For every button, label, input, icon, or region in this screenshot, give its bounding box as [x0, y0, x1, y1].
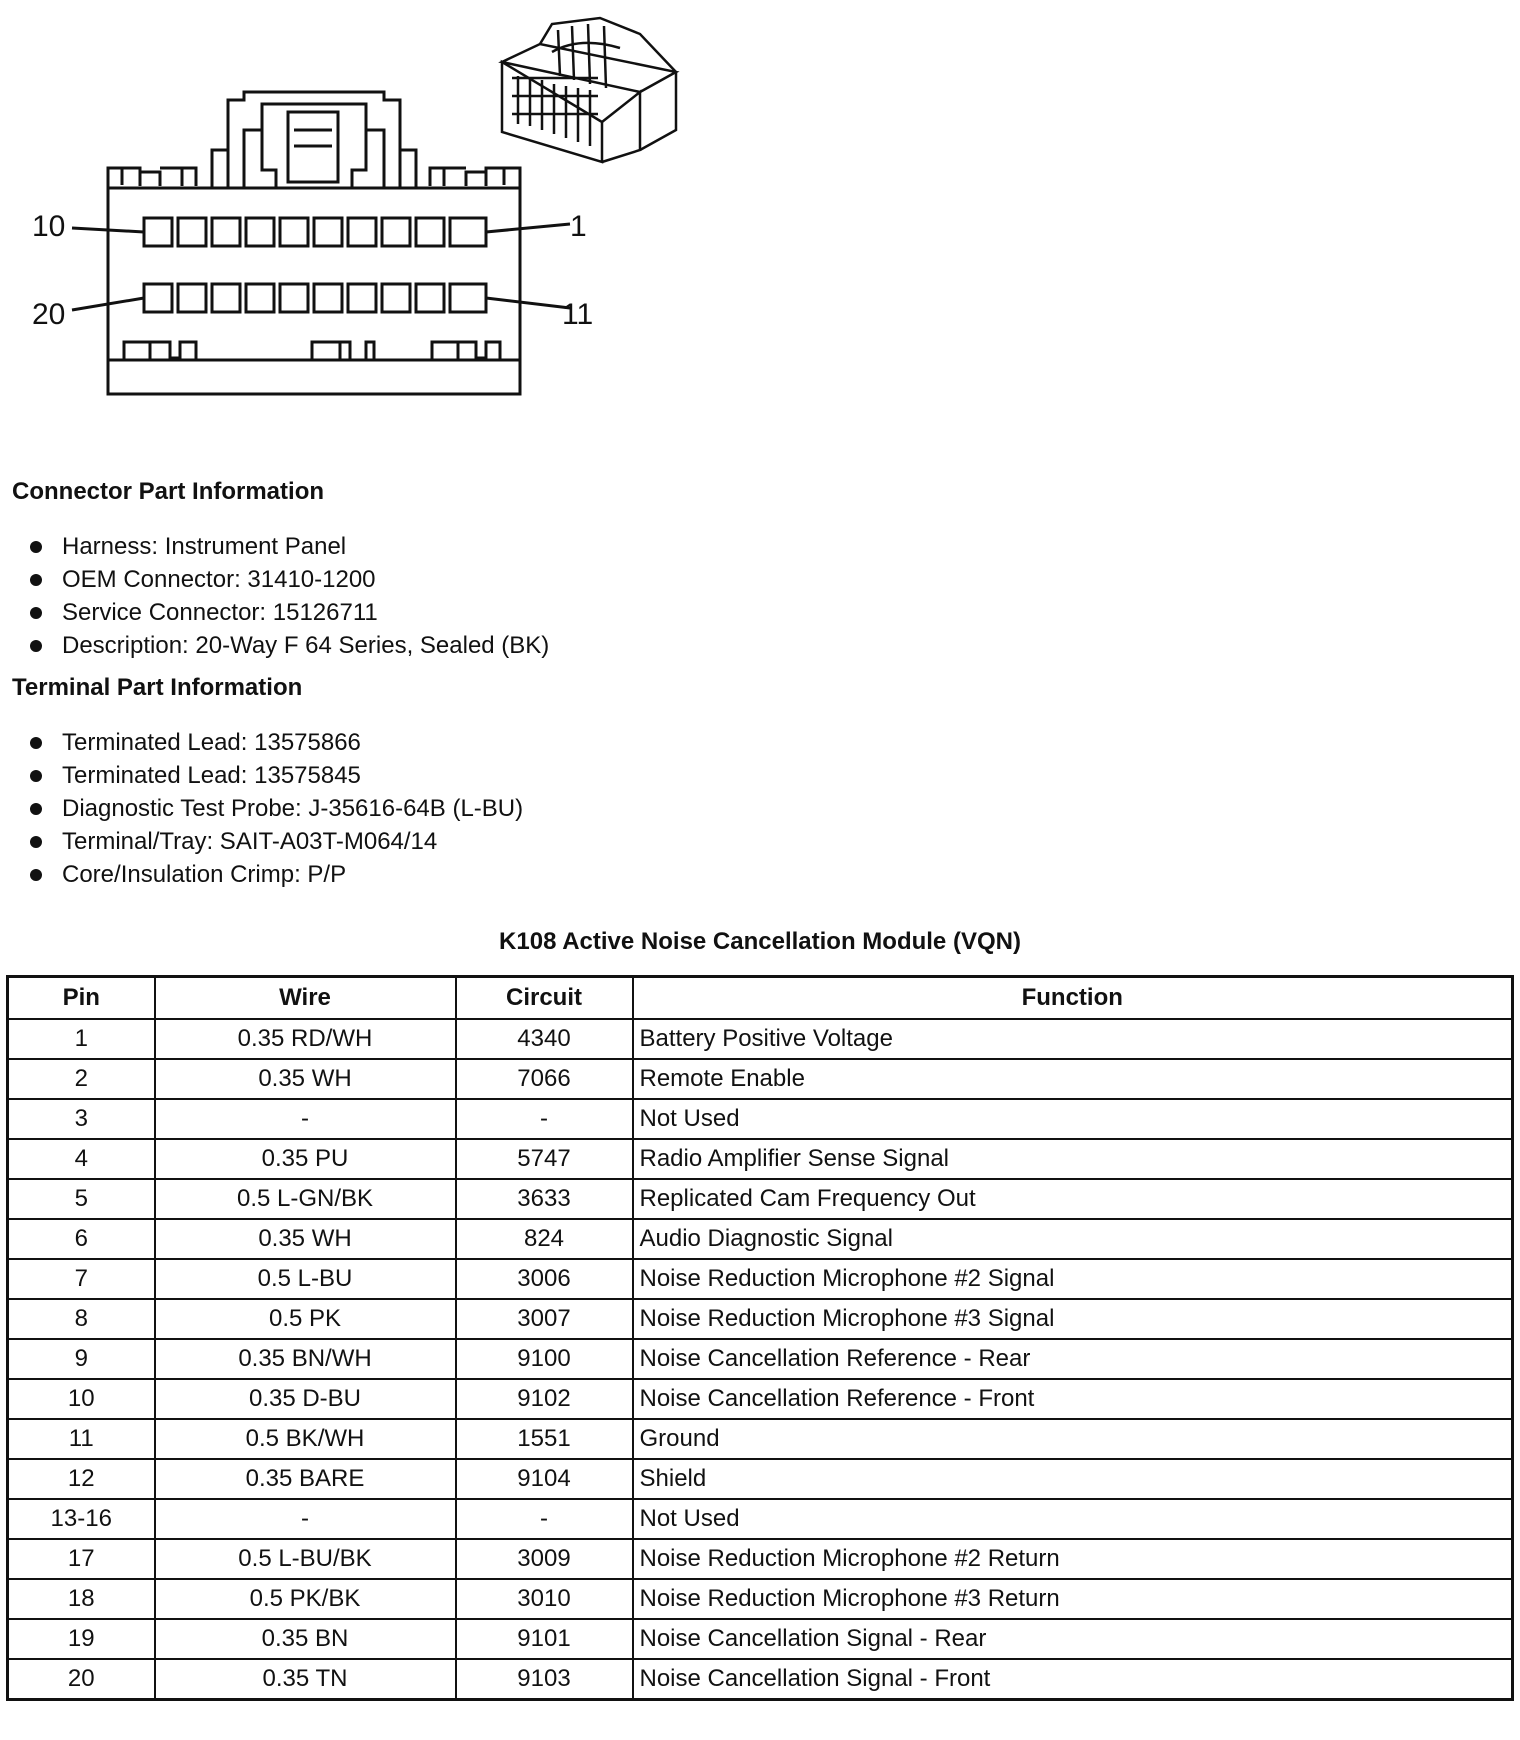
cell-wire: 0.35 BN/WH	[155, 1339, 456, 1379]
cell-wire: 0.35 PU	[155, 1139, 456, 1179]
bullet-icon	[30, 574, 42, 586]
cell-pin: 9	[8, 1339, 155, 1379]
cell-wire: 0.35 BN	[155, 1619, 456, 1659]
cell-function: Noise Cancellation Signal - Rear	[633, 1619, 1513, 1659]
cell-circuit: 9102	[456, 1379, 633, 1419]
table-row	[8, 1299, 1513, 1339]
cell-function: Radio Amplifier Sense Signal	[633, 1139, 1513, 1179]
cell-circuit: 824	[456, 1219, 633, 1259]
cell-function: Audio Diagnostic Signal	[633, 1219, 1513, 1259]
list-item: Harness: Instrument Panel	[30, 530, 549, 563]
list-item: Terminated Lead: 13575866	[30, 726, 523, 759]
cell-circuit: 3633	[456, 1179, 633, 1219]
cell-pin: 17	[8, 1539, 155, 1579]
cell-function: Noise Cancellation Reference - Rear	[633, 1339, 1513, 1379]
cell-wire: 0.35 TN	[155, 1659, 456, 1700]
cell-pin: 19	[8, 1619, 155, 1659]
cell-function: Noise Reduction Microphone #3 Signal	[633, 1299, 1513, 1339]
cell-circuit: 3010	[456, 1579, 633, 1619]
cell-wire: 0.5 BK/WH	[155, 1419, 456, 1459]
table-row	[8, 1219, 1513, 1259]
cell-pin: 5	[8, 1179, 155, 1219]
list-item: Description: 20-Way F 64 Series, Sealed (BK)	[30, 629, 549, 662]
column-header-wire: Wire	[155, 977, 456, 1020]
cell-circuit: -	[456, 1499, 633, 1539]
cell-function: Not Used	[633, 1099, 1513, 1139]
cell-function: Ground	[633, 1419, 1513, 1459]
pin-label-11: 11	[562, 298, 594, 331]
list-item: Core/Insulation Crimp: P/P	[30, 858, 523, 891]
table-row	[8, 1259, 1513, 1299]
table-row	[8, 1619, 1513, 1659]
bullet-icon	[30, 869, 42, 881]
table-row	[8, 1419, 1513, 1459]
column-header-circuit: Circuit	[456, 977, 633, 1020]
cell-function: Battery Positive Voltage	[633, 1019, 1513, 1059]
cell-circuit: -	[456, 1099, 633, 1139]
cell-function: Shield	[633, 1459, 1513, 1499]
column-header-function: Function	[633, 977, 1513, 1020]
table-row	[8, 1139, 1513, 1179]
table-row	[8, 1379, 1513, 1419]
cell-pin: 7	[8, 1259, 155, 1299]
cell-pin: 20	[8, 1659, 155, 1700]
cell-function: Remote Enable	[633, 1059, 1513, 1099]
cell-pin: 2	[8, 1059, 155, 1099]
cell-pin: 6	[8, 1219, 155, 1259]
cell-circuit: 5747	[456, 1139, 633, 1179]
cell-circuit: 1551	[456, 1419, 633, 1459]
table-row	[8, 1659, 1513, 1700]
cell-pin: 18	[8, 1579, 155, 1619]
table-body	[8, 1019, 1513, 1700]
column-header-pin: Pin	[8, 977, 155, 1020]
table-row	[8, 1019, 1513, 1059]
table-row	[8, 1499, 1513, 1539]
pin-label-1: 1	[570, 210, 587, 243]
cell-wire: 0.5 PK	[155, 1299, 456, 1339]
cell-circuit: 9101	[456, 1619, 633, 1659]
table-row	[8, 1339, 1513, 1379]
cell-wire: 0.35 BARE	[155, 1459, 456, 1499]
bullet-icon	[30, 541, 42, 553]
cell-function: Noise Cancellation Reference - Front	[633, 1379, 1513, 1419]
cell-wire: 0.35 RD/WH	[155, 1019, 456, 1059]
pin-label-20: 20	[32, 298, 66, 331]
connector-diagram	[0, 0, 760, 420]
cell-circuit: 9104	[456, 1459, 633, 1499]
table-row	[8, 1579, 1513, 1619]
cell-function: Replicated Cam Frequency Out	[633, 1179, 1513, 1219]
cell-circuit: 3007	[456, 1299, 633, 1339]
cell-circuit: 9100	[456, 1339, 633, 1379]
cell-circuit: 4340	[456, 1019, 633, 1059]
cell-function: Noise Reduction Microphone #2 Return	[633, 1539, 1513, 1579]
terminal-info-list	[30, 726, 523, 891]
cell-pin: 1	[8, 1019, 155, 1059]
connector-info-heading: Connector Part Information	[12, 478, 325, 505]
cell-function: Noise Cancellation Signal - Front	[633, 1659, 1513, 1700]
list-item: OEM Connector: 31410-1200	[30, 563, 549, 596]
table-row	[8, 1179, 1513, 1219]
bullet-icon	[30, 640, 42, 652]
cell-function: Noise Reduction Microphone #2 Signal	[633, 1259, 1513, 1299]
cell-pin: 10	[8, 1379, 155, 1419]
bullet-icon	[30, 607, 42, 619]
cell-wire: 0.5 L-BU/BK	[155, 1539, 456, 1579]
bullet-icon	[30, 770, 42, 782]
table-row	[8, 1539, 1513, 1579]
cell-wire: -	[155, 1099, 456, 1139]
cell-pin: 11	[8, 1419, 155, 1459]
cell-pin: 8	[8, 1299, 155, 1339]
terminal-info-heading: Terminal Part Information	[12, 674, 303, 701]
cell-circuit: 9103	[456, 1659, 633, 1700]
list-item: Service Connector: 15126711	[30, 596, 549, 629]
table-row	[8, 1099, 1513, 1139]
cell-circuit: 3006	[456, 1259, 633, 1299]
pin-label-10: 10	[32, 210, 66, 243]
pinout-table	[6, 975, 1514, 1701]
cell-wire: 0.35 WH	[155, 1059, 456, 1099]
list-item: Terminated Lead: 13575845	[30, 759, 523, 792]
bullet-icon	[30, 803, 42, 815]
cell-pin: 4	[8, 1139, 155, 1179]
table-row	[8, 1459, 1513, 1499]
connector-isometric-illustration	[502, 18, 676, 162]
cell-pin: 13-16	[8, 1499, 155, 1539]
cell-function: Not Used	[633, 1499, 1513, 1539]
cell-wire: 0.5 L-BU	[155, 1259, 456, 1299]
bullet-icon	[30, 737, 42, 749]
cell-pin: 12	[8, 1459, 155, 1499]
cell-wire: -	[155, 1499, 456, 1539]
cell-circuit: 3009	[456, 1539, 633, 1579]
list-item: Diagnostic Test Probe: J-35616-64B (L-BU)	[30, 792, 523, 825]
table-title: K108 Active Noise Cancellation Module (VQN)	[499, 928, 1021, 955]
cell-pin: 3	[8, 1099, 155, 1139]
cell-wire: 0.5 PK/BK	[155, 1579, 456, 1619]
cell-wire: 0.5 L-GN/BK	[155, 1179, 456, 1219]
cell-function: Noise Reduction Microphone #3 Return	[633, 1579, 1513, 1619]
cell-wire: 0.35 D-BU	[155, 1379, 456, 1419]
table-row	[8, 1059, 1513, 1099]
list-item: Terminal/Tray: SAIT-A03T-M064/14	[30, 825, 523, 858]
connector-info-list	[30, 530, 549, 662]
cell-circuit: 7066	[456, 1059, 633, 1099]
bullet-icon	[30, 836, 42, 848]
table-header-row	[8, 977, 1513, 1020]
cell-wire: 0.35 WH	[155, 1219, 456, 1259]
